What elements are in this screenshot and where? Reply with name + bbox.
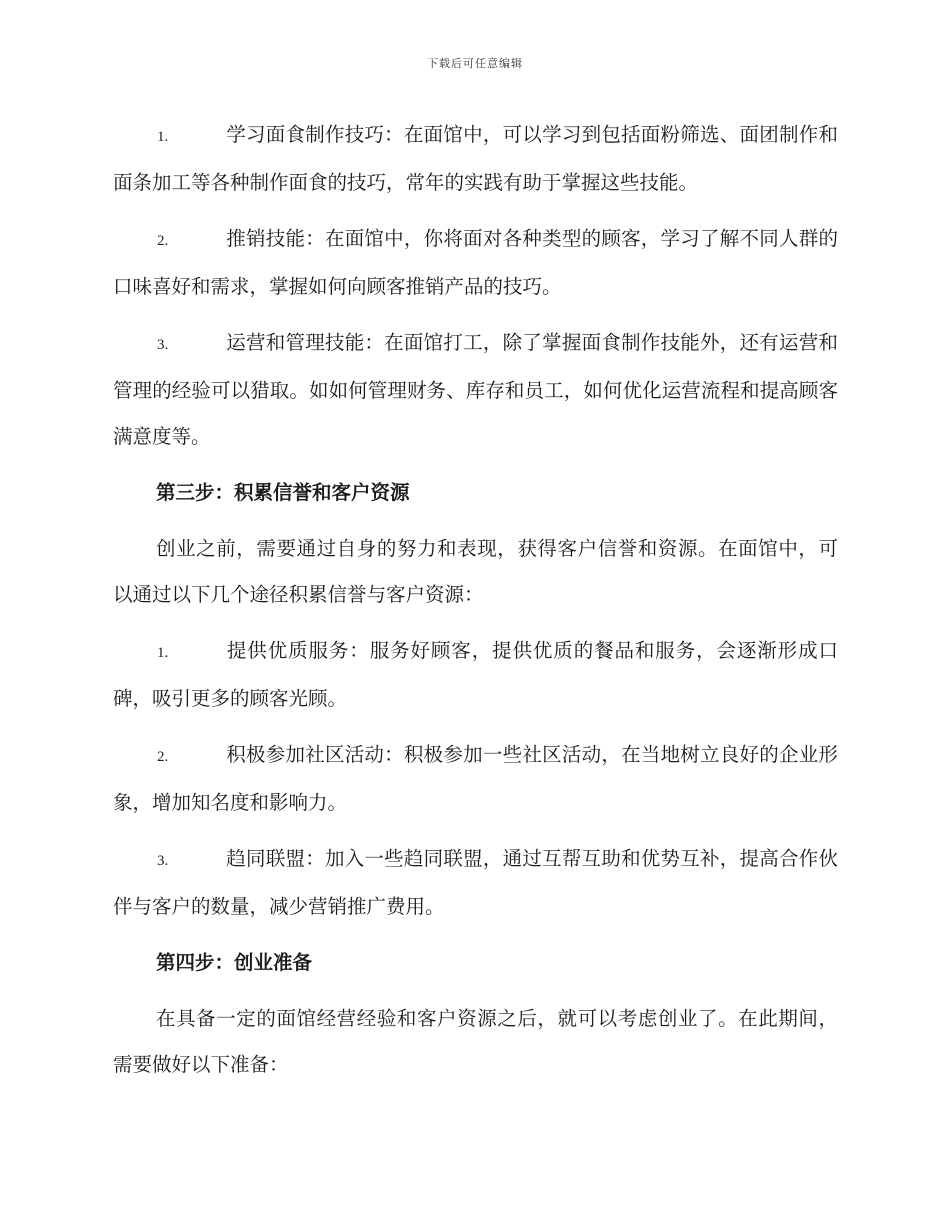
list-item-text: 积极参加社区活动：积极参加一些社区活动，在当地树立良好的企业形象，增加知名度和影响力。: [113, 743, 838, 814]
list-number: 2.: [157, 233, 169, 249]
list-item: [113, 628, 838, 722]
list-item: [113, 836, 838, 930]
list-number: 3.: [157, 853, 169, 869]
list-item-text: 运营和管理技能：在面馆打工，除了掌握面食制作技能外，还有运营和管理的经验可以猎取。如如何管理财务、库存和员工，如何优化运营流程和提高顾客满意度等。: [113, 331, 838, 448]
list-item: [113, 216, 838, 310]
list-number: 3.: [157, 337, 169, 353]
list-item: [113, 732, 838, 826]
list-item-text: 趋同联盟：加入一些趋同联盟，通过互帮互助和优势互补，提高合作伙伴与客户的数量，减少营销推广费用。: [113, 847, 838, 918]
list-number: 2.: [157, 749, 169, 765]
page-header: 下载后可任意编辑: [427, 57, 523, 70]
document-body: [113, 112, 838, 1098]
paragraph-step4-intro: 在具备一定的面馆经营经验和客户资源之后，就可以考虑创业了。在此期间，需要做好以下准备：: [113, 1007, 838, 1076]
list-item: [113, 320, 838, 460]
list-item-text: 推销技能：在面馆中，你将面对各种类型的顾客，学习了解不同人群的口味喜好和需求，掌握如何向顾客推销产品的技巧。: [113, 227, 838, 298]
list-item: [113, 112, 838, 206]
section-heading-step4: 第四步：创业准备: [156, 951, 313, 974]
list-number: 1.: [157, 129, 169, 145]
list-item-text: 学习面食制作技巧：在面馆中，可以学习到包括面粉筛选、面团制作和面条加工等各种制作面食的技巧，常年的实践有助于掌握这些技能。: [113, 123, 838, 194]
section-heading-step3: 第三步：积累信誉和客户资源: [156, 481, 410, 504]
paragraph-step3-intro: 创业之前，需要通过自身的努力和表现，获得客户信誉和资源。在面馆中，可以通过以下几个途径积累信誉与客户资源：: [113, 537, 838, 606]
list-item-text: 提供优质服务：服务好顾客，提供优质的餐品和服务，会逐渐形成口碑，吸引更多的顾客光顾。: [113, 639, 838, 710]
list-number: 1.: [157, 645, 169, 661]
